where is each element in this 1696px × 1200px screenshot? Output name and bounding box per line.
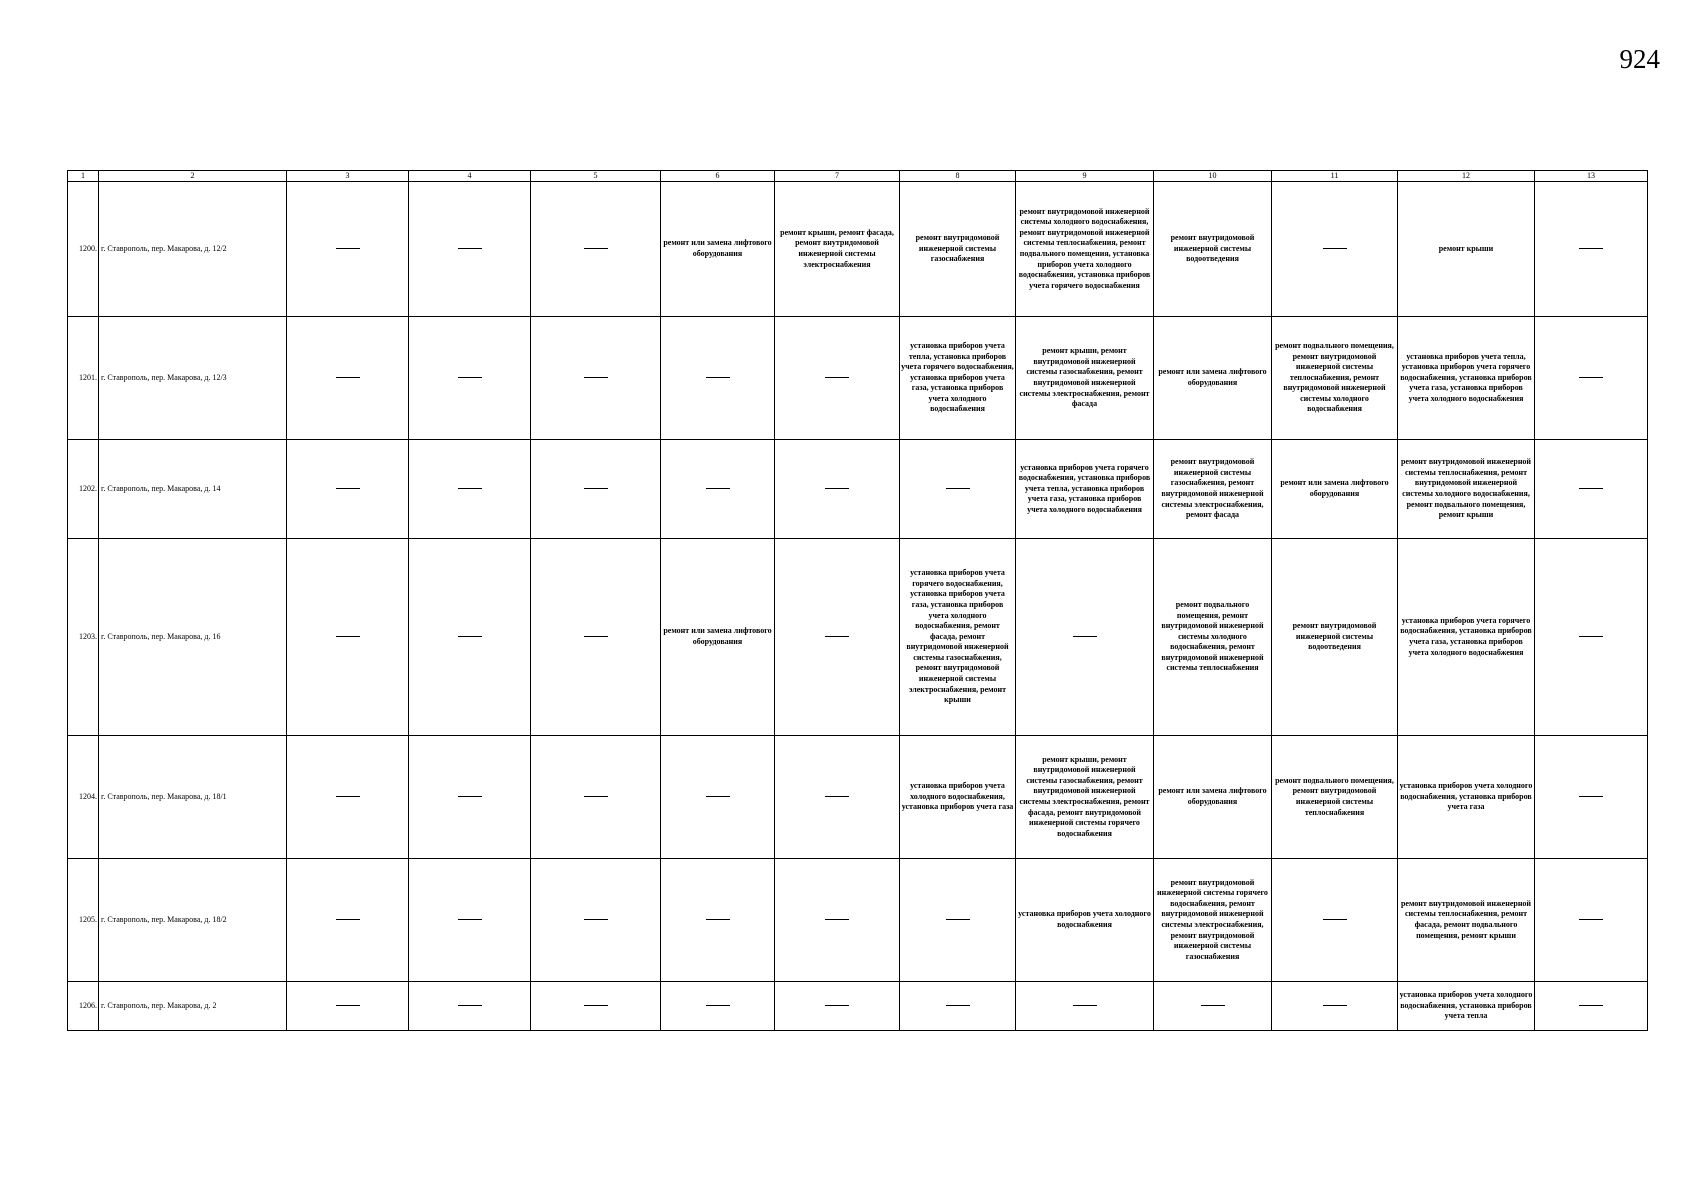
dash-mark (458, 488, 482, 489)
address-cell: г. Ставрополь, пер. Макарова, д. 12/3 (99, 317, 287, 440)
dash-mark (336, 377, 360, 378)
table-row (68, 317, 1648, 440)
empty-cell (287, 539, 409, 736)
dash-mark (1579, 919, 1603, 920)
empty-cell (531, 317, 661, 440)
empty-cell (531, 982, 661, 1031)
dash-mark (336, 248, 360, 249)
table-row (68, 539, 1648, 736)
empty-cell (1016, 539, 1154, 736)
work-description-cell: ремонт или замена лифтового оборудования (661, 539, 775, 736)
dash-mark (706, 488, 730, 489)
empty-cell (775, 539, 900, 736)
empty-cell (775, 736, 900, 859)
empty-cell (775, 317, 900, 440)
column-header: 2 (99, 171, 287, 182)
work-description-cell: ремонт крыши, ремонт внутридомовой инженерной системы газоснабжения, ремонт внутридомовой инженерной системы электроснабжения, ремонт фасада (1016, 317, 1154, 440)
empty-cell (409, 317, 531, 440)
empty-cell (661, 982, 775, 1031)
empty-cell (409, 859, 531, 982)
empty-cell (1535, 859, 1648, 982)
address-cell: г. Ставрополь, пер. Макарова, д. 2 (99, 982, 287, 1031)
dash-mark (825, 919, 849, 920)
empty-cell (900, 982, 1016, 1031)
dash-mark (458, 796, 482, 797)
work-description-cell: установка приборов учета горячего водоснабжения, установка приборов учета тепла, установка приборов учета газа, установка приборов учета холодного водоснабжения (1016, 440, 1154, 539)
row-number: 1201. (68, 317, 99, 440)
empty-cell (287, 182, 409, 317)
work-description-cell: ремонт или замена лифтового оборудования (1154, 736, 1272, 859)
column-header: 9 (1016, 171, 1154, 182)
empty-cell (661, 440, 775, 539)
column-header: 10 (1154, 171, 1272, 182)
dash-mark (458, 248, 482, 249)
column-header: 11 (1272, 171, 1398, 182)
empty-cell (409, 736, 531, 859)
empty-cell (1535, 182, 1648, 317)
dash-mark (1323, 919, 1347, 920)
empty-cell (900, 440, 1016, 539)
work-description-cell: ремонт подвального помещения, ремонт внутридомовой инженерной системы холодного водоснабжения, ремонт внутридомовой инженерной системы теплоснабжения (1154, 539, 1272, 736)
column-header: 4 (409, 171, 531, 182)
row-number: 1205. (68, 859, 99, 982)
work-description-cell: ремонт внутридомовой инженерной системы горячего водоснабжения, ремонт внутридомовой инженерной системы электроснабжения, ремонт внутридомовой инженерной системы газоснабжения (1154, 859, 1272, 982)
dash-mark (946, 488, 970, 489)
table-row (68, 182, 1648, 317)
empty-cell (287, 982, 409, 1031)
empty-cell (1535, 440, 1648, 539)
dash-mark (1579, 488, 1603, 489)
column-header: 3 (287, 171, 409, 182)
work-description-cell: установка приборов учета горячего водоснабжения, установка приборов учета газа, установка приборов учета холодного водоснабжения, ремонт фасада, ремонт внутридомовой инженерной системы газоснабжения, ремонт внутридомовой инженерной системы электроснабжения, ремонт крыши (900, 539, 1016, 736)
repair-schedule-table (67, 170, 1648, 1031)
dash-mark (1579, 248, 1603, 249)
dash-mark (946, 1005, 970, 1006)
empty-cell (661, 736, 775, 859)
dash-mark (1073, 1005, 1097, 1006)
column-header: 5 (531, 171, 661, 182)
empty-cell (1016, 982, 1154, 1031)
empty-cell (775, 859, 900, 982)
empty-cell (775, 982, 900, 1031)
dash-mark (336, 1005, 360, 1006)
work-description-cell: ремонт или замена лифтового оборудования (661, 182, 775, 317)
empty-cell (409, 440, 531, 539)
work-description-cell: ремонт внутридомовой инженерной системы теплоснабжения, ремонт внутридомовой инженерной системы холодного водоснабжения, ремонт подвального помещения, ремонт крыши (1398, 440, 1535, 539)
dash-mark (458, 919, 482, 920)
empty-cell (1535, 736, 1648, 859)
dash-mark (584, 919, 608, 920)
table-row (68, 982, 1648, 1031)
work-description-cell: ремонт внутридомовой инженерной системы теплоснабжения, ремонт фасада, ремонт подвального помещения, ремонт крыши (1398, 859, 1535, 982)
empty-cell (287, 736, 409, 859)
dash-mark (584, 248, 608, 249)
work-description-cell: установка приборов учета тепла, установка приборов учета горячего водоснабжения, установка приборов учета газа, установка приборов учета холодного водоснабжения (900, 317, 1016, 440)
dash-mark (1579, 377, 1603, 378)
column-header: 7 (775, 171, 900, 182)
column-header: 12 (1398, 171, 1535, 182)
empty-cell (661, 859, 775, 982)
page-number: 924 (1619, 44, 1660, 74)
work-description-cell: установка приборов учета холодного водоснабжения, установка приборов учета газа (900, 736, 1016, 859)
work-description-cell: ремонт внутридомовой инженерной системы водоотведения (1154, 182, 1272, 317)
empty-cell (287, 317, 409, 440)
dash-mark (1579, 636, 1603, 637)
work-description-cell: ремонт или замена лифтового оборудования (1154, 317, 1272, 440)
dash-mark (584, 796, 608, 797)
work-description-cell: ремонт внутридомовой инженерной системы холодного водоснабжения, ремонт внутридомовой инженерной системы теплоснабжения, ремонт подвального помещения, установка приборов учета холодного водоснабжения, установка приборов учета горячего водоснабжения (1016, 182, 1154, 317)
work-description-cell: установка приборов учета холодного водоснабжения, установка приборов учета тепла (1398, 982, 1535, 1031)
address-cell: г. Ставрополь, пер. Макарова, д. 14 (99, 440, 287, 539)
dash-mark (1579, 796, 1603, 797)
work-description-cell: ремонт внутридомовой инженерной системы газоснабжения (900, 182, 1016, 317)
row-number: 1204. (68, 736, 99, 859)
dash-mark (946, 919, 970, 920)
address-cell: г. Ставрополь, пер. Макарова, д. 12/2 (99, 182, 287, 317)
work-description-cell: ремонт подвального помещения, ремонт внутридомовой инженерной системы теплоснабжения, ремонт внутридомовой инженерной системы холодного водоснабжения (1272, 317, 1398, 440)
work-description-cell: установка приборов учета тепла, установка приборов учета горячего водоснабжения, установка приборов учета газа, установка приборов учета холодного водоснабжения (1398, 317, 1535, 440)
work-description-cell: ремонт внутридомовой инженерной системы водоотведения (1272, 539, 1398, 736)
dash-mark (336, 919, 360, 920)
dash-mark (336, 488, 360, 489)
dash-mark (1323, 248, 1347, 249)
empty-cell (661, 317, 775, 440)
dash-mark (825, 636, 849, 637)
empty-cell (775, 440, 900, 539)
empty-cell (900, 859, 1016, 982)
column-header: 13 (1535, 171, 1648, 182)
dash-mark (336, 636, 360, 637)
work-description-cell: установка приборов учета холодного водоснабжения, установка приборов учета газа (1398, 736, 1535, 859)
table-row (68, 859, 1648, 982)
dash-mark (706, 377, 730, 378)
work-description-cell: ремонт крыши, ремонт фасада, ремонт внутридомовой инженерной системы электроснабжения (775, 182, 900, 317)
address-cell: г. Ставрополь, пер. Макарова, д. 18/2 (99, 859, 287, 982)
dash-mark (1073, 636, 1097, 637)
empty-cell (287, 440, 409, 539)
column-header: 8 (900, 171, 1016, 182)
empty-cell (1154, 982, 1272, 1031)
empty-cell (287, 859, 409, 982)
column-header: 6 (661, 171, 775, 182)
empty-cell (1535, 539, 1648, 736)
dash-mark (825, 1005, 849, 1006)
empty-cell (1535, 317, 1648, 440)
address-cell: г. Ставрополь, пер. Макарова, д. 18/1 (99, 736, 287, 859)
empty-cell (531, 539, 661, 736)
dash-mark (584, 377, 608, 378)
dash-mark (825, 796, 849, 797)
column-number-row (68, 171, 1648, 182)
dash-mark (1323, 1005, 1347, 1006)
empty-cell (409, 982, 531, 1031)
dash-mark (1201, 1005, 1225, 1006)
empty-cell (531, 182, 661, 317)
work-description-cell: ремонт крыши (1398, 182, 1535, 317)
dash-mark (706, 796, 730, 797)
dash-mark (706, 1005, 730, 1006)
row-number: 1203. (68, 539, 99, 736)
dash-mark (584, 1005, 608, 1006)
work-description-cell: ремонт подвального помещения, ремонт внутридомовой инженерной системы теплоснабжения (1272, 736, 1398, 859)
dash-mark (825, 488, 849, 489)
empty-cell (1272, 859, 1398, 982)
work-description-cell: ремонт или замена лифтового оборудования (1272, 440, 1398, 539)
work-description-cell: установка приборов учета горячего водоснабжения, установка приборов учета газа, установка приборов учета холодного водоснабжения (1398, 539, 1535, 736)
empty-cell (531, 736, 661, 859)
dash-mark (458, 377, 482, 378)
work-description-cell: ремонт внутридомовой инженерной системы газоснабжения, ремонт внутридомовой инженерной системы электроснабжения, ремонт фасада (1154, 440, 1272, 539)
empty-cell (1272, 982, 1398, 1031)
address-cell: г. Ставрополь, пер. Макарова, д. 16 (99, 539, 287, 736)
empty-cell (1272, 182, 1398, 317)
row-number: 1202. (68, 440, 99, 539)
empty-cell (409, 182, 531, 317)
row-number: 1200. (68, 182, 99, 317)
dash-mark (825, 377, 849, 378)
dash-mark (584, 488, 608, 489)
dash-mark (584, 636, 608, 637)
dash-mark (458, 636, 482, 637)
work-description-cell: установка приборов учета холодного водоснабжения (1016, 859, 1154, 982)
row-number: 1206. (68, 982, 99, 1031)
dash-mark (706, 919, 730, 920)
empty-cell (1535, 982, 1648, 1031)
empty-cell (531, 440, 661, 539)
work-description-cell: ремонт крыши, ремонт внутридомовой инженерной системы газоснабжения, ремонт внутридомовой инженерной системы электроснабжения, ремонт фасада, ремонт внутридомовой инженерной системы горячего водоснабжения (1016, 736, 1154, 859)
table-row (68, 736, 1648, 859)
table-row (68, 440, 1648, 539)
column-header: 1 (68, 171, 99, 182)
dash-mark (336, 796, 360, 797)
empty-cell (531, 859, 661, 982)
dash-mark (1579, 1005, 1603, 1006)
dash-mark (458, 1005, 482, 1006)
empty-cell (409, 539, 531, 736)
